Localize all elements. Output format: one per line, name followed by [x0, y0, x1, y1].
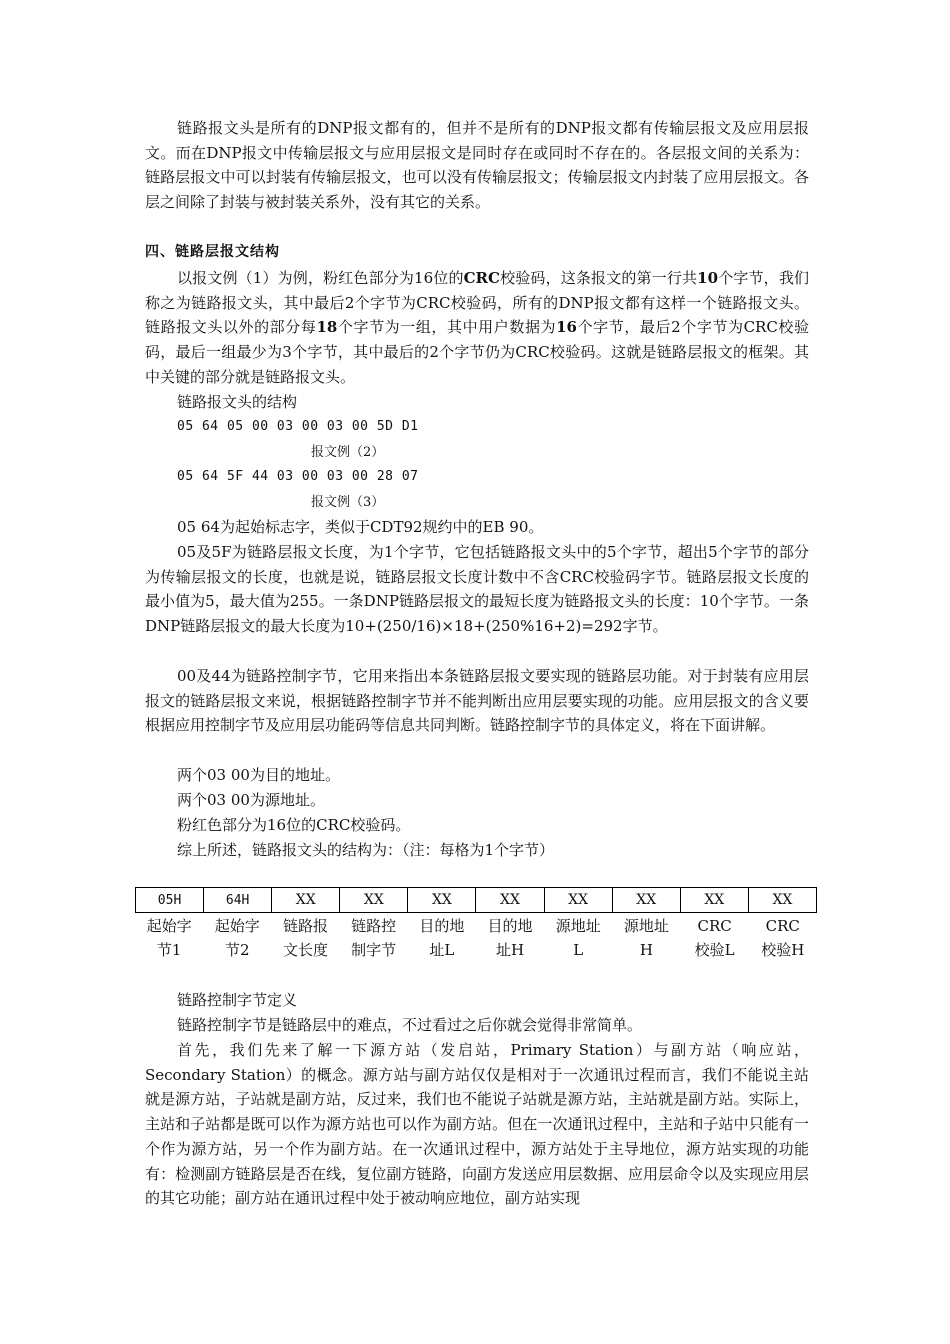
- table-cell: XX: [612, 888, 680, 913]
- table-cell: XX: [544, 888, 612, 913]
- crc-line: 粉红色部分为16位的CRC校验码。: [177, 816, 411, 834]
- label-line: 源地址: [555, 917, 601, 935]
- label-line: 制字节: [351, 941, 397, 959]
- text-run: 个字节，最后2个字节为CRC校验码，最后一组最少为3个字节，其中最后的2个字节仍为CRC校验码。这就是链路层报文的框架。其中关键的部分就是链路报文头。: [145, 318, 809, 386]
- table-cell: XX: [680, 888, 748, 913]
- label-line: H: [639, 941, 653, 959]
- example-2-caption: 报文例（2）: [311, 445, 385, 460]
- bold-run: 16: [556, 318, 577, 337]
- intro-paragraph: 链路报文头是所有的DNP报文都有的，但并不是所有的DNP报文都有传输层报文及应用层报文。而在DNP报文中传输层报文与应用层报文是同时存在或同时不存在的。各层报文间的关系为：链路层报文中可以封装有传输层报文，也可以没有传输层报文；传输层报文内封装了应用层报文。各层之间除了封装与被封装关系外，没有其它的关系。: [145, 119, 809, 212]
- label-line: 址H: [495, 941, 525, 959]
- label-line: CRC: [765, 917, 800, 935]
- src-addr-line: 两个03 00为源地址。: [177, 791, 325, 809]
- example-2-bytes: 05 64 05 00 03 00 03 00 5D D1: [177, 419, 419, 434]
- label-line: 源地址: [623, 917, 669, 935]
- table-cell: 05H: [136, 888, 204, 913]
- bold-run: CRC: [463, 269, 500, 287]
- table-labels: [135, 914, 817, 962]
- field-label: [749, 914, 817, 962]
- label-line: 目的地: [419, 917, 465, 935]
- text-run: 以报文例（1）为例，粉红色部分为16位的: [177, 269, 464, 287]
- field-label: [544, 914, 612, 962]
- field-label: [612, 914, 680, 962]
- text-run: 个字节为一组，其中用户数据为: [337, 318, 557, 337]
- example-3-caption: 报文例（3）: [311, 495, 385, 510]
- table-cell: XX: [408, 888, 476, 913]
- summary-line: 综上所述，链路报文头的结构为：（注：每格为1个字节）: [177, 841, 555, 859]
- ctrl-def-title: 链路控制字节定义: [177, 991, 298, 1009]
- label-line: 起始字: [146, 917, 192, 935]
- label-line: 校验H: [761, 941, 805, 959]
- label-line: CRC: [697, 917, 732, 935]
- table-cell: XX: [748, 888, 816, 913]
- struct-title: 链路报文头的结构: [177, 393, 298, 411]
- bold-run: 10: [697, 269, 719, 287]
- bold-run: 18: [316, 318, 338, 337]
- dest-addr-line: 两个03 00为目的地址。: [177, 766, 340, 784]
- label-line: 链路控: [351, 917, 397, 935]
- table-row: [136, 888, 817, 913]
- table-cell: XX: [340, 888, 408, 913]
- length-paragraph: 05及5F为链路层报文长度，为1个字节，它包括链路报文头中的5个字节，超出5个字节的部分为传输层报文的长度，也就是说，链路层报文长度计数中不含CRC校验码字节。链路层报文长度的最小值为5，最大值为255。一条DNP链路层报文的最短长度为链路报文头的长度：10个字节。一条DNP链路层报文的最大长度为10+(250/16)×18+(250%16+2)=292字节。: [145, 543, 809, 636]
- section-heading: 四、链路层报文结构: [145, 244, 280, 260]
- text-run: 个字节，我们称之为链路报文头，其中最后2个字节为CRC校验码，所有的DNP报文都有这样一个链路报文头。链路报文头以外的部分每: [145, 269, 809, 337]
- label-line: 起始字: [214, 917, 260, 935]
- start-flag-line: 05 64为起始标志字，类似于CDT92规约中的EB 90。: [177, 518, 544, 536]
- label-line: 链路报: [282, 917, 328, 935]
- label-line: L: [573, 941, 584, 959]
- control-paragraph: 00及44为链路控制字节，它用来指出本条链路层报文要实现的链路层功能。对于封装有应用层报文的链路层报文来说，根据链路控制字节并不能判断出应用层要实现的功能。应用层报文的含义要根据应用控制字节及应用层功能码等信息共同判断。链路控制字节的具体定义，将在下面讲解。: [145, 667, 809, 735]
- field-label: [681, 914, 749, 962]
- label-line: 文长度: [282, 941, 328, 959]
- field-label: [135, 914, 203, 962]
- frame-paragraph: [145, 266, 809, 390]
- example-3-bytes: 05 64 5F 44 03 00 03 00 28 07: [177, 469, 419, 484]
- ctrl-def-intro: 链路控制字节是链路层中的难点，不过看过之后你就会觉得非常简单。: [177, 1016, 643, 1034]
- label-line: 目的地: [487, 917, 533, 935]
- field-label: [476, 914, 544, 962]
- field-label: [340, 914, 408, 962]
- table-cell: XX: [476, 888, 544, 913]
- header-structure-table: [135, 887, 817, 913]
- station-paragraph: 首先，我们先来了解一下源方站（发启站，Primary Station）与副方站（响应站，Secondary Station）的概念。源方站与副方站仅仅是相对于一次通讯过程而言，我们不能说主站就是源方站，子站就是副方站，反过来，我们也不能说子站就是源方站，主站就是副方站。实际上，主站和子站都是既可以作为源方站也可以作为副方站。但在一次通讯过程中，主站和子站中只能有一个作为源方站，另一个作为副方站。在一次通讯过程中，源方站处于主导地位，源方站实现的功能有：检测副方链路层是否在线，复位副方链路，向副方发送应用层数据、应用层命令以及实现应用层的其它功能；副方站在通讯过程中处于被动响应地位，副方站实现: [145, 1041, 809, 1208]
- table-cell: XX: [272, 888, 340, 913]
- label-line: 节2: [225, 941, 250, 959]
- label-line: 址L: [429, 941, 455, 959]
- field-label: [408, 914, 476, 962]
- table-cell: 64H: [204, 888, 272, 913]
- label-line: 校验L: [694, 941, 735, 959]
- text-run: 校验码，这条报文的第一行共: [499, 269, 698, 287]
- field-label: [203, 914, 271, 962]
- field-label: [271, 914, 339, 962]
- label-line: 节1: [156, 941, 182, 959]
